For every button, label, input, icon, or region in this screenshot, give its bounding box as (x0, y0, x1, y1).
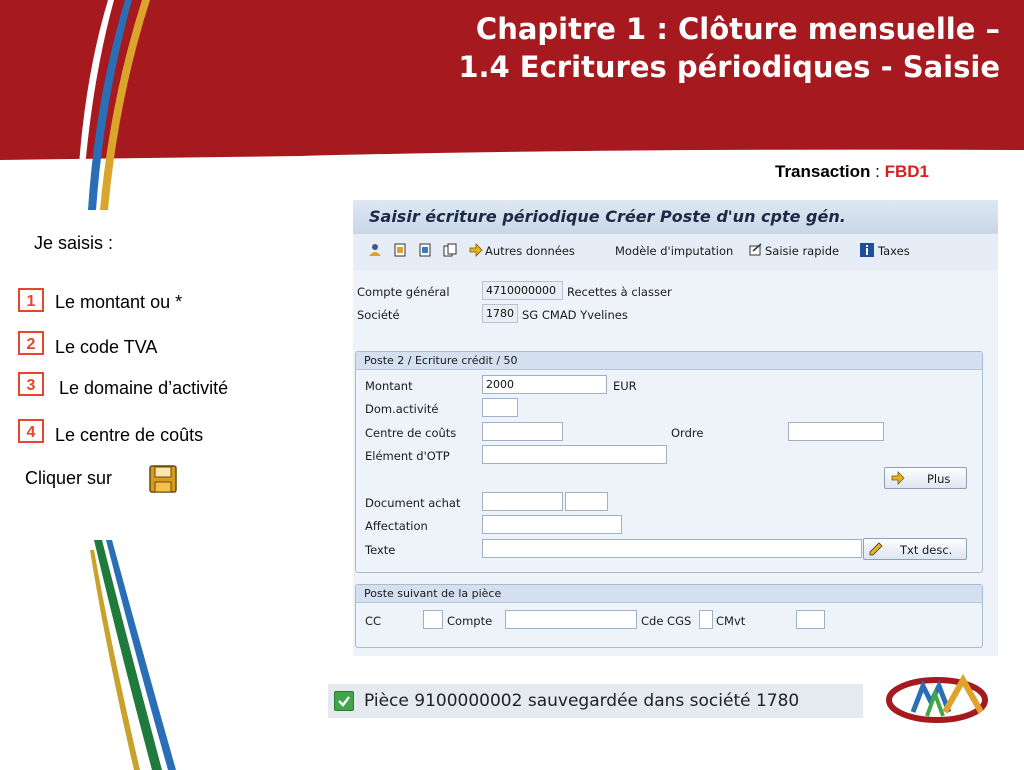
info-icon (860, 243, 874, 257)
step-4-text: Le centre de coûts (55, 425, 204, 445)
toolbar-saisie-rapide[interactable]: Saisie rapide (765, 244, 840, 258)
arrow-right-icon (891, 471, 905, 485)
dom-activite-label: Dom.activité (365, 402, 439, 416)
step-2-text: Le code TVA (55, 337, 158, 357)
status-message: Pièce 9100000002 sauvegardée dans société 1780 (364, 691, 800, 711)
step-1-badge: 1 (18, 288, 44, 312)
toolbar-taxes[interactable]: Taxes (878, 244, 910, 258)
copy-icon[interactable] (443, 243, 457, 257)
step-4-badge: 4 (18, 419, 44, 443)
title-line-1: Chapitre 1 : Clôture mensuelle – (475, 12, 1000, 46)
person-icon[interactable] (368, 243, 382, 257)
compte-general-field[interactable]: 4710000000 (482, 281, 563, 300)
montant-field[interactable]: 2000 (482, 375, 607, 394)
plus-button[interactable] (884, 467, 967, 489)
pencil-icon (869, 542, 885, 556)
transaction-code: FBD1 (884, 162, 929, 181)
step-1-text: Le montant ou * (55, 292, 183, 312)
document-achat-field[interactable] (482, 492, 563, 511)
compte-general-desc: Recettes à classer (567, 285, 672, 299)
ordre-field[interactable] (788, 422, 884, 441)
texte-label: Texte (365, 543, 396, 557)
document-next-icon[interactable] (418, 243, 432, 257)
instructions-intro: Je saisis : (34, 233, 114, 253)
title-line-2: 1.4 Ecritures périodiques - Saisie (458, 50, 1000, 84)
txt-desc-button-label: Txt desc. (900, 543, 953, 557)
sap-window (353, 200, 998, 656)
step-3-badge: 3 (18, 372, 44, 396)
quick-entry-icon (749, 243, 763, 257)
centre-couts-label: Centre de coûts (365, 426, 457, 440)
cma-logo (885, 672, 995, 724)
otp-label: Elément d'OTP (365, 449, 450, 463)
cmvt-label: CMvt (716, 614, 746, 628)
document-prev-icon[interactable] (393, 243, 407, 257)
cc-label: CC (365, 614, 382, 628)
poste-group-title: Poste 2 / Ecriture crédit / 50 (356, 352, 982, 370)
compte-field[interactable] (505, 610, 637, 629)
societe-desc: SG CMAD Yvelines (522, 308, 628, 322)
page-title (458, 10, 1000, 86)
document-achat-label: Document achat (365, 496, 461, 510)
compte-label: Compte (447, 614, 493, 628)
document-achat-item-field[interactable] (565, 492, 608, 511)
poste-suivant-title: Poste suivant de la pièce (356, 585, 982, 603)
toolbar-autres-donnees[interactable]: Autres données (485, 244, 575, 258)
status-bar (328, 684, 863, 718)
currency-label: EUR (613, 379, 637, 393)
sap-title: Saisir écriture périodique Créer Poste d'un cpte gén. (353, 200, 998, 234)
ordre-label: Ordre (671, 426, 704, 440)
transaction-text: Transaction (775, 162, 871, 181)
save-icon (148, 464, 178, 494)
affectation-label: Affectation (365, 519, 428, 533)
txt-desc-button[interactable] (863, 538, 967, 560)
otp-field[interactable] (482, 445, 667, 464)
step-3-text: Le domaine d’activité (59, 378, 229, 398)
success-check-icon (334, 691, 354, 711)
header-stripes (70, 0, 270, 220)
plus-button-label: Plus (927, 472, 951, 486)
dom-activite-field[interactable] (482, 398, 518, 417)
toolbar-modele-imputation[interactable]: Modèle d'imputation (615, 244, 734, 258)
arrow-right-icon (469, 243, 483, 257)
cmvt-field[interactable] (796, 610, 825, 629)
montant-label: Montant (365, 379, 413, 393)
texte-field[interactable] (482, 539, 862, 558)
centre-couts-field[interactable] (482, 422, 563, 441)
step-2-badge: 2 (18, 331, 44, 355)
transaction-label (775, 162, 929, 182)
cde-cgs-label: Cde CGS (641, 614, 692, 628)
societe-label: Société (357, 308, 400, 322)
compte-general-label: Compte général (357, 285, 450, 299)
cc-field[interactable] (423, 610, 443, 629)
click-instruction: Cliquer sur (25, 468, 113, 488)
societe-field[interactable]: 1780 (482, 304, 518, 323)
footer-stripes (90, 540, 220, 770)
affectation-field[interactable] (482, 515, 622, 534)
transaction-separator: : (870, 162, 885, 181)
sap-toolbar (353, 234, 998, 270)
cde-cgs-field[interactable] (699, 610, 713, 629)
